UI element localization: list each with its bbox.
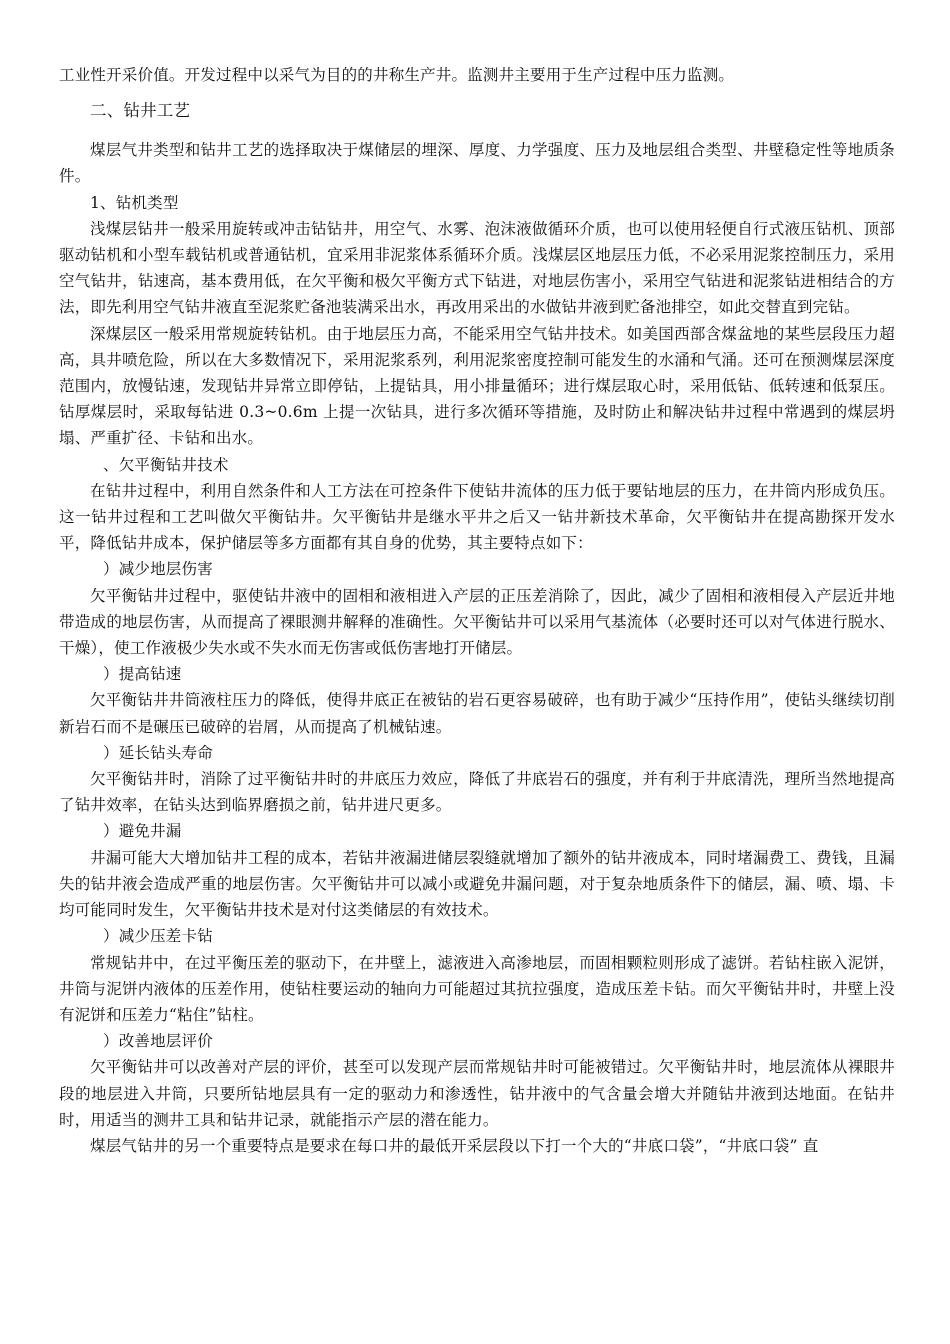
paragraph-avoid-loss: 井漏可能大大增加钻井工程的成本，若钻井液漏进储层裂缝就增加了额外的钻井液成本，同时堵漏费工、费钱，且漏失的钻井液会造成严重的地层伤害。欠平衡钻井可以减小或避免井漏问题，对于复杂地质条件下的储层，漏、喷、塌、卡均可能同时发生，欠平衡钻井技术是对付这类储层的有效技术。 (59, 848, 895, 920)
subheading-underbalanced-drilling: 、欠平衡钻井技术 (103, 455, 229, 474)
paragraph-increase-rate: 欠平衡钻井井筒液柱压力的降低，使得井底正在被钻的岩石更容易破碎，也有助于减少“压持作用”，使钻头继续切削新岩石而不是碾压已破碎的岩屑，从而提高了机械钻速。 (59, 691, 895, 736)
paragraph-reduce-damage: 欠平衡钻井过程中，驱使钻井液中的固相和液相进入产层的正压差消除了，因此，减少了固相和液相侵入产层近井地带造成的地层伤害，从而提高了裸眼测井解释的准确性。欠平衡钻井可以采用气基流体（必要时还可以对气体进行脱水、干燥），使工作液极少失水或不失水而无伤害或低伤害地打开储层。 (59, 586, 895, 658)
section-heading-drilling-process: 二、钻井工艺 (90, 101, 191, 121)
paragraph-well-type-selection: 煤层气井类型和钻井工艺的选择取决于煤储层的埋深、厚度、力学强度、压力及地层组合类型、井壁稳定性等地质条件。 (59, 141, 895, 186)
subheading-rig-type: 1、钻机类型 (90, 193, 179, 212)
paragraph-continuation: 工业性开采价值。开发过程中以采气为目的的井称生产井。监测井主要用于生产过程中压力监测。 (59, 66, 735, 84)
paragraph-shallow-seam-drilling: 浅煤层钻井一般采用旋转或冲击钻钻井，用空气、水雾、泡沫液做循环介质，也可以使用轻便自行式液压钻机、顶部驱动钻机和小型车载钻机或普通钻机，宜采用非泥浆体系循环介质。浅煤层区地层压力低，不必采用泥浆控制压力，采用空气钻井，钻速高，基本费用低，在欠平衡和极欠平衡方式下钻进，对地层伤害小，采用空气钻进和泥浆钻进相结合的方法，即先利用空气钻井液直至泥浆贮备池装满采出水，再改用采出的水做钻井液到贮备池排空，如此交替直到完钻。 (59, 219, 895, 317)
paragraph-underbalanced-definition: 在钻井过程中，利用自然条件和人工方法在可控条件下使钻井流体的压力低于要钻地层的压力，在井筒内形成负压。这一钻井过程和工艺叫做欠平衡钻井。欠平衡钻井是继水平井之后又一钻井新技术革命，欠平衡钻井在提高勘探开发水平，降低钻井成本，保护储层等多方面都有其自身的优势，其主要特点如下： (59, 481, 895, 553)
paragraph-differential-sticking: 常规钻井中，在过平衡压差的驱动下，在井壁上，滤液进入高渗地层，而固相颗粒则形成了滤饼。若钻柱嵌入泥饼，井筒与泥饼内液体的压差作用，使钻柱要运动的轴向力可能超过其抗拉强度，造成压差卡钻。而欠平衡钻井时，井壁上没有泥饼和压差力“粘住”钻柱。 (59, 953, 895, 1024)
list-heading-bit-life: ）延长钻头寿命 (103, 743, 213, 762)
paragraph-formation-evaluation: 欠平衡钻井可以改善对产层的评价，甚至可以发现产层而常规钻井时可能被错过。欠平衡钻井时，地层流体从裸眼井段的地层进入井筒，只要所钻地层具有一定的驱动力和渗透性，钻井液中的气含量会增大并随钻井液到达地面。在钻井时，用适当的测井工具和钻井记录，就能指示产层的潜在能力。 (59, 1058, 895, 1129)
list-heading-increase-rate: ）提高钻速 (103, 665, 182, 684)
paragraph-bit-life: 欠平衡钻井时，消除了过平衡钻井时的井底压力效应，降低了井底岩石的强度，并有利于井底清洗，理所当然地提高了钻井效率，在钻头达到临界磨损之前，钻井进尺更多。 (59, 770, 895, 815)
list-heading-differential-sticking: ）减少压差卡钻 (103, 927, 213, 946)
list-heading-reduce-damage: ）减少地层伤害 (103, 560, 213, 579)
document-page (59, 62, 895, 1159)
paragraph-bottom-pocket: 煤层气钻井的另一个重要特点是要求在每口井的最低开采层段以下打一个大的“井底口袋”，“井底口袋” 直 (90, 1136, 819, 1155)
list-heading-avoid-loss: ）避免井漏 (103, 822, 182, 841)
list-heading-formation-evaluation: ）改善地层评价 (103, 1032, 213, 1051)
paragraph-deep-seam-drilling: 深煤层区一般采用常规旋转钻机。由于地层压力高，不能采用空气钻井技术。如美国西部含煤盆地的某些层段压力超高，具井喷危险，所以在大多数情况下，采用泥浆系列，利用泥浆密度控制可能发生的水涌和气涌。还可在预测煤层深度范围内，放慢钻速，发现钻井异常立即停钻，上提钻具，用小排量循环；进行煤层取心时，采用低钻、低转速和低泵压。钻厚煤层时，采取每钻进 0.3~0.6m 上提一次钻具，进行多次循环等措施，及时防止和解决钻井过程中常遇到的煤层坍塌、严重扩径、卡钻和出水。 (59, 324, 895, 448)
